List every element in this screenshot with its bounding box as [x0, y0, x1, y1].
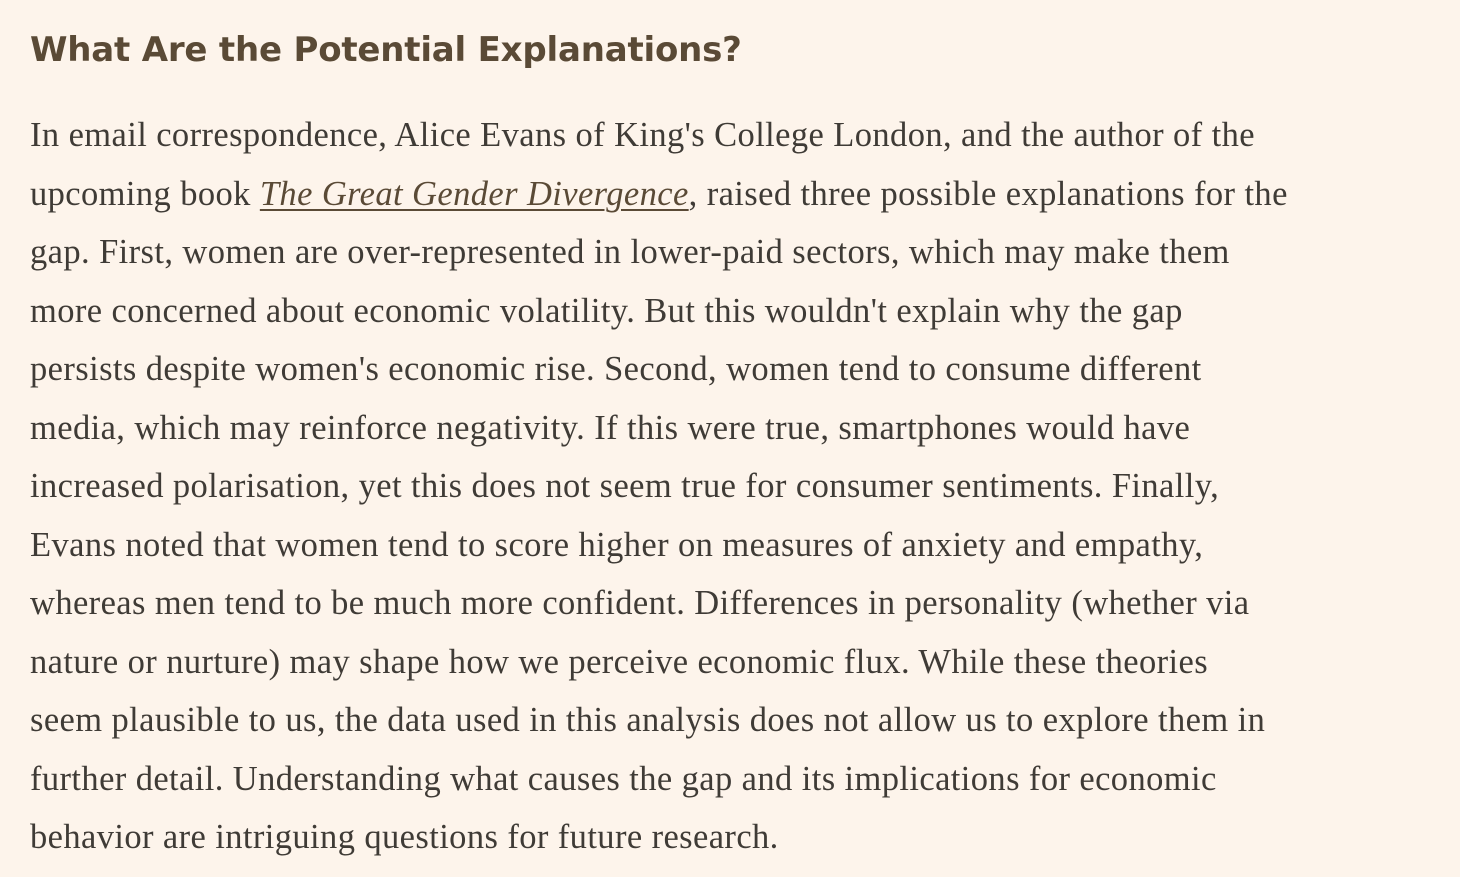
article-section [30, 24, 1440, 867]
paragraph-line: In email correspondence, Alice Evans of King's College London, and the author of the [30, 116, 1255, 154]
paragraph-line: seem plausible to us, the data used in this analysis does not allow us to explore them in [30, 701, 1266, 739]
paragraph-line: more concerned about economic volatility. But this wouldn't explain why the gap [30, 291, 1183, 330]
paragraph-line: further detail. Understanding what causes the gap and its implications for economic [30, 759, 1217, 798]
paragraph-line: behavior are intriguing questions for future research. [30, 818, 779, 856]
paragraph-line: gap. First, women are over-represented in lower-paid sectors, which may make them [30, 233, 1230, 271]
paragraph-line: media, which may reinforce negativity. If this were true, smartphones would have [30, 408, 1191, 447]
paragraph-line: nature or nurture) may shape how we perceive economic flux. While these theories [30, 642, 1209, 681]
paragraph-line [30, 165, 1440, 224]
paragraph-line: Evans noted that women tend to score higher on measures of anxiety and empathy, [30, 525, 1204, 564]
paragraph-text: , raised three possible explanations for the [688, 174, 1288, 213]
section-heading: What Are the Potential Explanations? [30, 30, 742, 70]
body-paragraph [30, 106, 1440, 867]
paragraph-line: persists despite women's economic rise. Second, women tend to consume different [30, 350, 1202, 388]
paragraph-line: whereas men tend to be much more confident. Differences in personality (whether via [30, 584, 1250, 622]
book-title-link[interactable]: The Great Gender Divergence [259, 174, 689, 213]
paragraph-text: upcoming book [30, 174, 260, 213]
paragraph-line: increased polarisation, yet this does not seem true for consumer sentiments. Finally, [30, 467, 1220, 505]
